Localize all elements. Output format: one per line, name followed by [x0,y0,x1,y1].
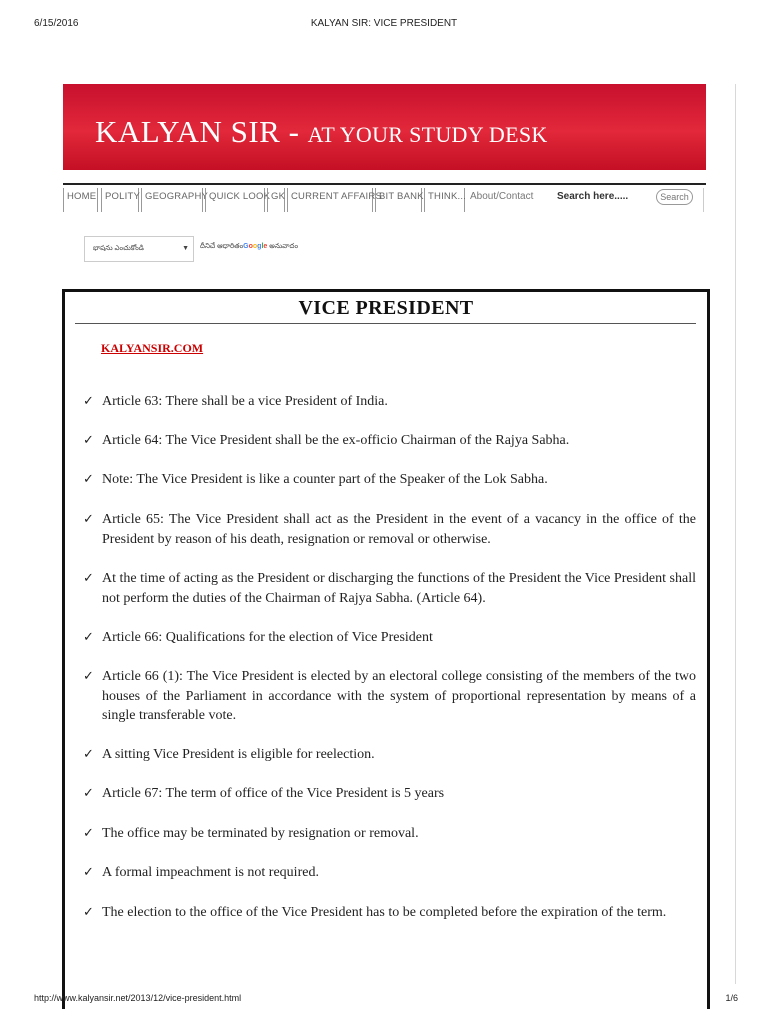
print-title: KALYAN SIR: VICE PRESIDENT [310,18,458,29]
list-item [83,510,696,549]
translate-label: అనువాదం [267,243,299,250]
check-icon: ✓ [83,747,94,762]
search-input[interactable]: Search here..... [557,191,629,202]
nav-item-geography[interactable]: GEOGRAPHY [141,188,203,212]
dropdown-arrow-icon: ▼ [182,245,189,252]
list-item-text: At the time of acting as the President or discharging the functions of the President the Vice President shall not perform the duties of the Chairman of Rajya Sabha. (Article 64). [102,571,696,606]
check-icon: ✓ [83,630,94,645]
list-item [83,863,696,883]
list-item-text: A sitting Vice President is eligible for reelection. [102,747,375,762]
check-icon: ✓ [83,669,94,684]
main-nav [63,183,706,209]
language-select-value: భాషను ఎంచుకోండి [93,245,144,252]
check-icon: ✓ [83,865,94,880]
nav-item-about-contact[interactable]: About/Contact [470,191,534,202]
list-item-text: The election to the office of the Vice President has to be completed before the expiration of the term. [102,905,667,920]
list-item [83,745,696,765]
list-item [83,903,696,923]
list-item-text: Article 64: The Vice President shall be the ex-officio Chairman of the Rajya Sabha. [102,433,570,448]
check-icon: ✓ [83,433,94,448]
nav-item-polity[interactable]: POLITY [101,188,139,212]
list-item [83,392,696,412]
page-title: VICE PRESIDENT [298,297,474,319]
list-item [83,431,696,451]
list-item-text: A formal impeachment is not required. [102,865,319,880]
list-item-text: Article 65: The Vice President shall act as the President in the event of a vacancy in the office of the President by reason of his death, resignation or removal or otherwise. [102,512,696,547]
nav-item-gk[interactable]: GK [267,188,285,212]
nav-item-current-affairs[interactable]: CURRENT AFFAIRS [287,188,373,212]
title-divider [75,323,696,324]
nav-item-quick-look[interactable]: QUICK LOOK [205,188,265,212]
google-letter: g [257,243,262,250]
search-button[interactable]: Search [656,189,693,205]
nav-item-think[interactable]: THINK... [424,188,465,212]
language-select[interactable] [84,236,194,262]
google-translate-attribution [200,243,298,252]
list-item [83,470,696,490]
print-date: 6/15/2016 [34,18,79,29]
list-item-text: Article 66 (1): The Vice President is elected by an electoral college consisting of the members of the two houses of the Parliament in accordance with the system of proportional representation by means of a single transferable vote. [102,669,696,723]
check-icon: ✓ [83,905,94,920]
list-item [83,628,696,648]
google-letter: G [243,243,249,250]
powered-by-label: దీనిచే ఆధారితం [200,243,244,250]
list-item-text: Article 66: Qualifications for the election of Vice President [102,630,433,645]
nav-item-bit-bank[interactable]: BIT BANK [375,188,422,212]
google-letter: o [248,243,253,250]
list-item-text: Article 67: The term of office of the Vice President is 5 years [102,786,445,801]
check-icon: ✓ [83,826,94,841]
site-link[interactable]: KALYANSIR.COM [101,341,204,355]
list-item [83,784,696,804]
site-name [95,114,548,150]
check-icon: ✓ [83,786,94,801]
print-page-number: 1/6 [725,993,738,1003]
list-item [83,667,696,726]
check-icon: ✓ [83,571,94,586]
check-icon: ✓ [83,512,94,527]
site-tagline: AT YOUR STUDY DESK [307,122,548,147]
article-body [62,289,710,1009]
list-item-text: Article 63: There shall be a vice President of India. [102,394,388,409]
nav-item-home[interactable]: HOME [63,188,98,212]
page-right-divider [735,84,736,984]
site-banner[interactable] [63,84,706,170]
check-icon: ✓ [83,472,94,487]
nav-divider [703,188,704,212]
list-item [83,569,696,608]
google-letter: e [263,243,268,250]
google-letter: o [252,243,258,250]
site-name-main: KALYAN SIR - [95,114,308,149]
check-icon: ✓ [83,394,94,409]
list-item-text: Note: The Vice President is like a counter part of the Speaker of the Lok Sabha. [102,472,548,487]
print-url: http://www.kalyansir.net/2013/12/vice-president.html [34,993,242,1003]
google-logo[interactable] [243,243,267,250]
google-letter: l [261,243,264,250]
list-item-text: The office may be terminated by resignation or removal. [102,826,419,841]
list-item [83,824,696,844]
